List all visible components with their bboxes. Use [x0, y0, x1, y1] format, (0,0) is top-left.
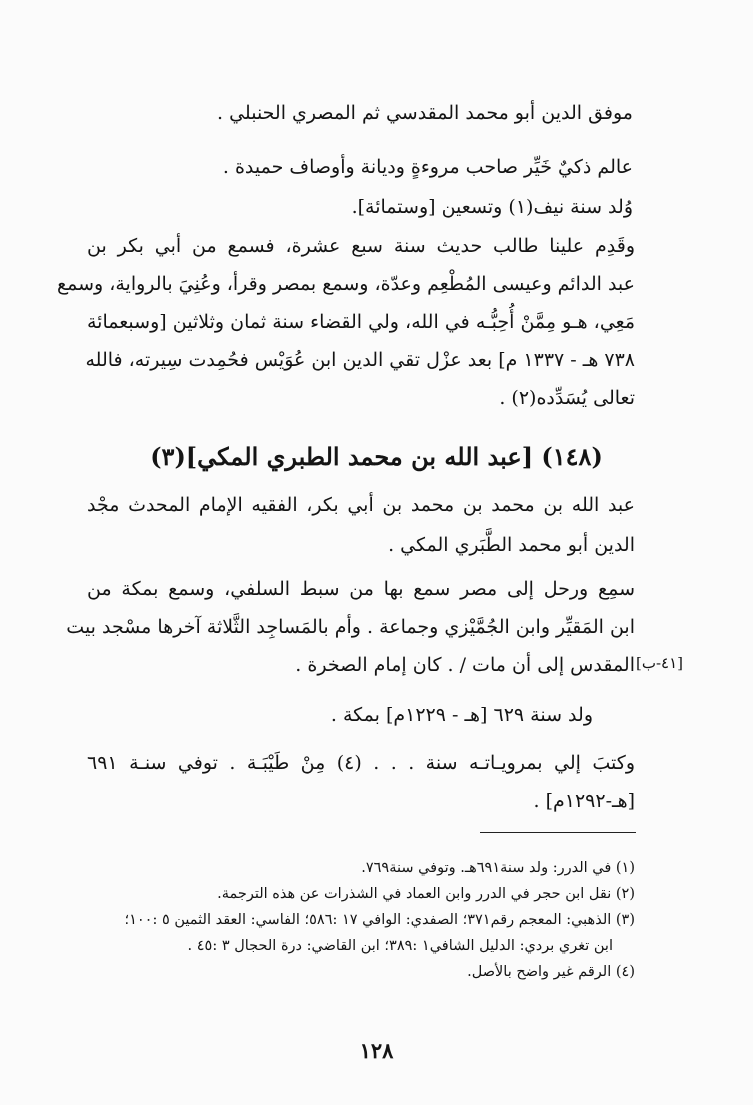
text-line: عبد الله بن محمد بن محمد بن أبي بكر، الفقيه الإمام المحدث مجْد [87, 494, 635, 516]
footnote-separator [480, 832, 636, 833]
footnote: (٣) الذهبي: المعجم رقم٣٧١؛ الصفدي: الوافي ١٧ :٥٨٦؛ الفاسي: العقد الثمين ٥ :١٠٠؛ [124, 912, 635, 928]
text-line: عالم ذكيٌ خَيِّر صاحب مروءةٍ وديانة وأوصاف حميدة . [222, 156, 633, 178]
text-line: [هـ-١٢٩٢م] . [533, 790, 635, 812]
text-line: وقَدِم علينا طالب حديث سنة سبع عشرة، فسمع من أبي بكر بن [87, 235, 635, 257]
footnote: (٢) نقل ابن حجر في الدرر وابن العماد في الشذرات عن هذه الترجمة. [217, 886, 635, 902]
text-line: وكتبَ إلي بمرويـاتـه سنة . . . (٤) مِنْ طَيْبَـة . توفي سنـة ٦٩١ [87, 752, 635, 774]
text-line: الدين أبو محمد الطَّبَري المكي . [388, 534, 635, 556]
folio-margin-note: [٤١-ب] [636, 654, 684, 672]
text-line: موفق الدين أبو محمد المقدسي ثم المصري الحنبلي . [217, 102, 633, 124]
footnote: (١) في الدرر: ولد سنة٦٩١هـ. وتوفي سنة٧٦٩. [361, 860, 635, 876]
text-line: ٧٣٨ هـ - ١٣٣٧ م] بعد عزْل تقي الدين ابن عُوَيْس فحُمِدت سِيرته، فالله [85, 349, 635, 371]
text-line: المقدس إلى أن مات / . كان إمام الصخرة . [295, 654, 635, 676]
text-line: وُلد سنة نيف(١) وتسعين [وستمائة]. [351, 196, 633, 218]
text-line: سمِع ورحل إلى مصر سمع بها من سبط السلفي، وسمع بمكة من [87, 578, 635, 600]
footnote: ابن تغري بردي: الدليل الشافي١ :٣٨٩؛ ابن القاضي: درة الحجال ٣ :٤٥ . [187, 938, 613, 954]
footnote: (٤) الرقم غير واضح بالأصل. [467, 964, 635, 980]
text-line: ولد سنة ٦٢٩ [هـ - ١٢٢٩م] بمكة . [330, 704, 593, 726]
entry-title: (١٤٨) [عبد الله بن محمد الطبري المكي](٣) [150, 442, 603, 471]
text-line: تعالى يُسَدِّده(٢) . [499, 387, 635, 409]
page-number: ١٢٨ [359, 1038, 394, 1063]
text-line: عبد الدائم وعيسى المُطْعِم وعدّة، وسمع بمصر وقرأ، وعُنِيَ بالرواية، وسمع [56, 273, 635, 295]
text-line: مَعِي، هـو مِمَّنْ أُحِبُّـه في الله، ولي القضاء سنة ثمان وثلاثين [وسبعمائة [87, 311, 635, 333]
text-line: ابن المَقيِّر وابن الجُمَّيْزي وجماعة . وأم بالمَساجِد الثَّلاثة آخرها مسْجد بيت [66, 616, 635, 638]
